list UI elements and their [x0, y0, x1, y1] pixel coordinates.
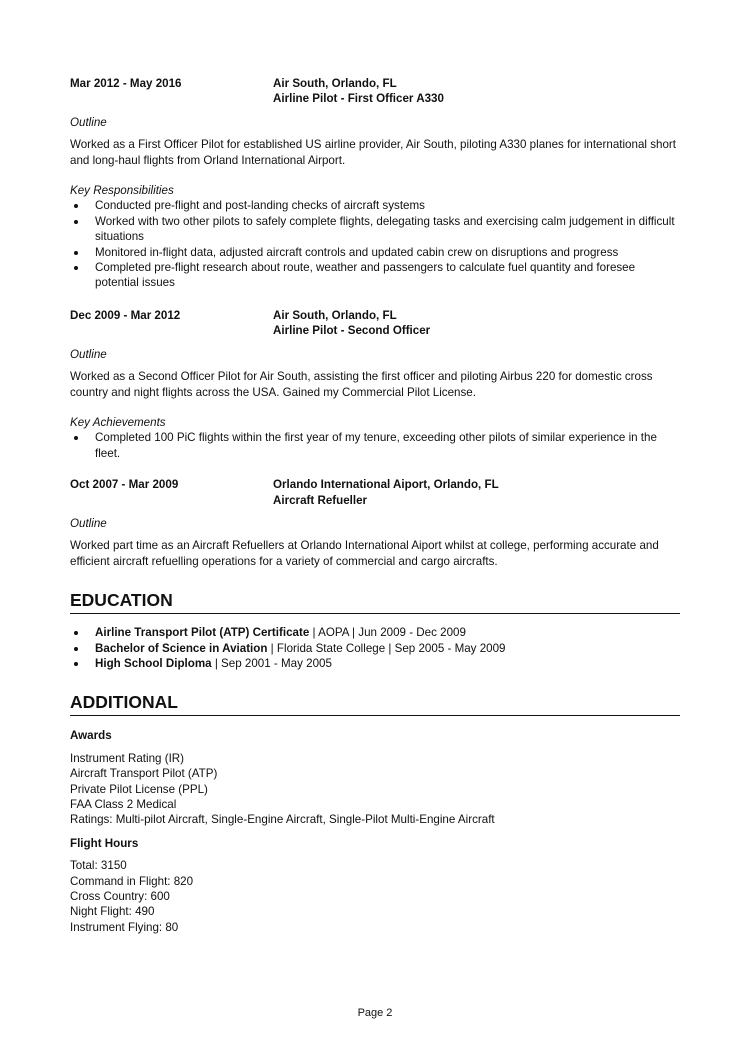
bullet-icon [74, 662, 78, 666]
job-employer: Air South, Orlando, FL [273, 308, 397, 322]
list-item [70, 625, 680, 640]
outline-label: Outline [70, 347, 107, 361]
bullet-icon [74, 204, 78, 208]
list-item [70, 214, 680, 245]
hours-item: Night Flight: 490 [70, 905, 155, 919]
outline-text: Worked as a First Officer Pilot for established US airline provider, Air South, piloting A330 planes for international short and long-haul flights from Orland International Airport. [70, 138, 676, 167]
page-number: Page 2 [357, 1007, 393, 1019]
job-title: Airline Pilot - Second Officer [273, 324, 431, 338]
job-header [70, 76, 680, 107]
outline-text: Worked part time as an Aircraft Refuellers at Orlando International Aiport whilst at college, performing accurate and efficient aircraft refuelling operations for a variety of commercial and cargo aircrafts. [70, 539, 659, 568]
hours-item: Command in Flight: 820 [70, 874, 194, 888]
list-item-text: Conducted pre-flight and post-landing checks of aircraft systems [95, 199, 425, 213]
education-section [70, 589, 680, 671]
award-item: Instrument Rating (IR) [70, 751, 185, 765]
outline-text: Worked as a Second Officer Pilot for Air South, assisting the first officer and piloting Airbus 220 for domestic cross country and night flights across the USA. Gained my Commercial Pilot License. [70, 370, 653, 399]
list-item [70, 198, 680, 213]
list-item [70, 430, 680, 461]
job-header [70, 308, 680, 339]
list-item-text: Completed 100 PiC flights within the first year of my tenure, exceeding other pilots of similar experience in the fleet. [95, 431, 657, 460]
award-item: FAA Class 2 Medical [70, 798, 177, 811]
job-employer: Air South, Orlando, FL [273, 77, 397, 90]
hours-item: Instrument Flying: 80 [70, 920, 179, 934]
bullet-icon [74, 266, 78, 270]
degree-name: High School Diploma [95, 656, 212, 670]
awards-list [70, 751, 680, 828]
bullet-icon [74, 220, 78, 224]
hours-item: Cross Country: 600 [70, 890, 170, 904]
job-entry [70, 76, 680, 291]
list-item [70, 245, 680, 260]
bullet-icon [74, 436, 78, 440]
job-entry [70, 477, 680, 569]
additional-section [70, 691, 680, 935]
degree-detail: | AOPA | Jun 2009 - Dec 2009 [309, 626, 466, 640]
flight-hours-label: Flight Hours [70, 836, 139, 850]
awards-label: Awards [70, 729, 112, 743]
list-item-text: Worked with two other pilots to safely complete flights, delegating tasks and exercising calm judgement in difficult situations [95, 214, 675, 244]
bullet-icon [74, 647, 78, 651]
hours-item: Total: 3150 [70, 859, 127, 873]
bullet-icon [74, 631, 78, 635]
degree-detail: | Sep 2001 - May 2005 [211, 656, 332, 670]
job-dates: Oct 2007 - Mar 2009 [70, 478, 179, 492]
outline-label: Outline [70, 516, 107, 530]
section-title: ADDITIONAL [70, 691, 680, 716]
flight-hours-list [70, 858, 680, 935]
job-title-block [273, 477, 680, 508]
achievements-list [70, 430, 680, 461]
job-title: Aircraft Refueller [273, 493, 368, 507]
achievements-label: Key Achievements [70, 415, 166, 429]
job-employer: Orlando International Aiport, Orlando, FL [273, 478, 499, 492]
outline-label: Outline [70, 115, 107, 129]
list-item-text: Monitored in-flight data, adjusted aircraft controls and updated cabin crew on disruptions and progress [95, 245, 619, 259]
list-item [70, 260, 680, 291]
job-entry [70, 308, 680, 461]
job-dates: Mar 2012 - May 2016 [70, 77, 182, 90]
responsibilities-list [70, 198, 680, 290]
job-title-block [273, 308, 680, 339]
award-item: Aircraft Transport Pilot (ATP) [70, 767, 218, 781]
degree-name: Bachelor of Science in Aviation [95, 641, 268, 655]
degree-name: Airline Transport Pilot (ATP) Certificate [95, 626, 310, 640]
education-list [70, 625, 680, 671]
responsibilities-label: Key Responsibilities [70, 184, 174, 198]
degree-detail: | Florida State College | Sep 2005 - May 2009 [267, 641, 506, 655]
resume-page [70, 76, 680, 935]
award-item: Private Pilot License (PPL) [70, 782, 208, 796]
job-dates: Dec 2009 - Mar 2012 [70, 308, 181, 322]
award-item: Ratings: Multi-pilot Aircraft, Single-Engine Aircraft, Single-Pilot Multi-Engine Aircraft [70, 813, 495, 827]
list-item [70, 656, 680, 671]
list-item [70, 641, 680, 656]
section-title: EDUCATION [70, 589, 680, 614]
job-title-block [273, 76, 680, 107]
list-item-text: Completed pre-flight research about route, weather and passengers to calculate fuel quantity and foresee potential issues [95, 261, 636, 290]
job-title: Airline Pilot - First Officer A330 [273, 92, 444, 106]
bullet-icon [74, 251, 78, 255]
job-header [70, 477, 680, 508]
